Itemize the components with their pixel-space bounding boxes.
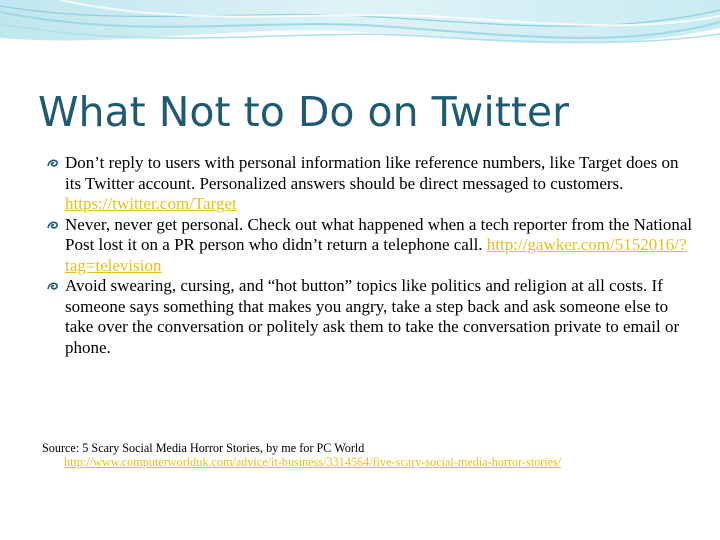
bullet-link[interactable]: https://twitter.com/Target [65,194,237,213]
swirl-bullet-icon [46,156,60,170]
slide-title: What Not to Do on Twitter [38,88,570,136]
bullet-text: Never, never get personal. Check out what happened when a tech reporter from the National Post lost it on a PR person who didn’t return a telephone call. [65,214,693,254]
bullet-item [44,153,694,215]
bullet-list [44,153,694,358]
swirl-bullet-icon [46,218,60,232]
swirl-bullet-icon [46,279,60,293]
source-text: Source: 5 Scary Social Media Horror Stories, by me for PC World [42,441,365,455]
bullet-link[interactable]: http://gawker.com/5152016/?tag=television [65,235,687,275]
header-wave-decoration [0,0,720,60]
source-citation [42,441,672,469]
source-link[interactable]: http://www.computerworlduk.com/advice/it-business/3314564/five-scary-social-media-horror-stories/ [64,455,562,469]
bullet-text: Don’t reply to users with personal information like reference numbers, like Target does on its Twitter account. Personalized answers should be direct messaged to customers. [65,153,679,193]
bullet-text: Avoid swearing, cursing, and “hot button” topics like politics and religion at all costs. If someone says something that makes you angry, take a step back and ask someone else to take over the conversation or politely ask them to take the conversation private to email or phone. [65,276,680,357]
bullet-item [44,215,694,277]
bullet-item [44,276,694,358]
